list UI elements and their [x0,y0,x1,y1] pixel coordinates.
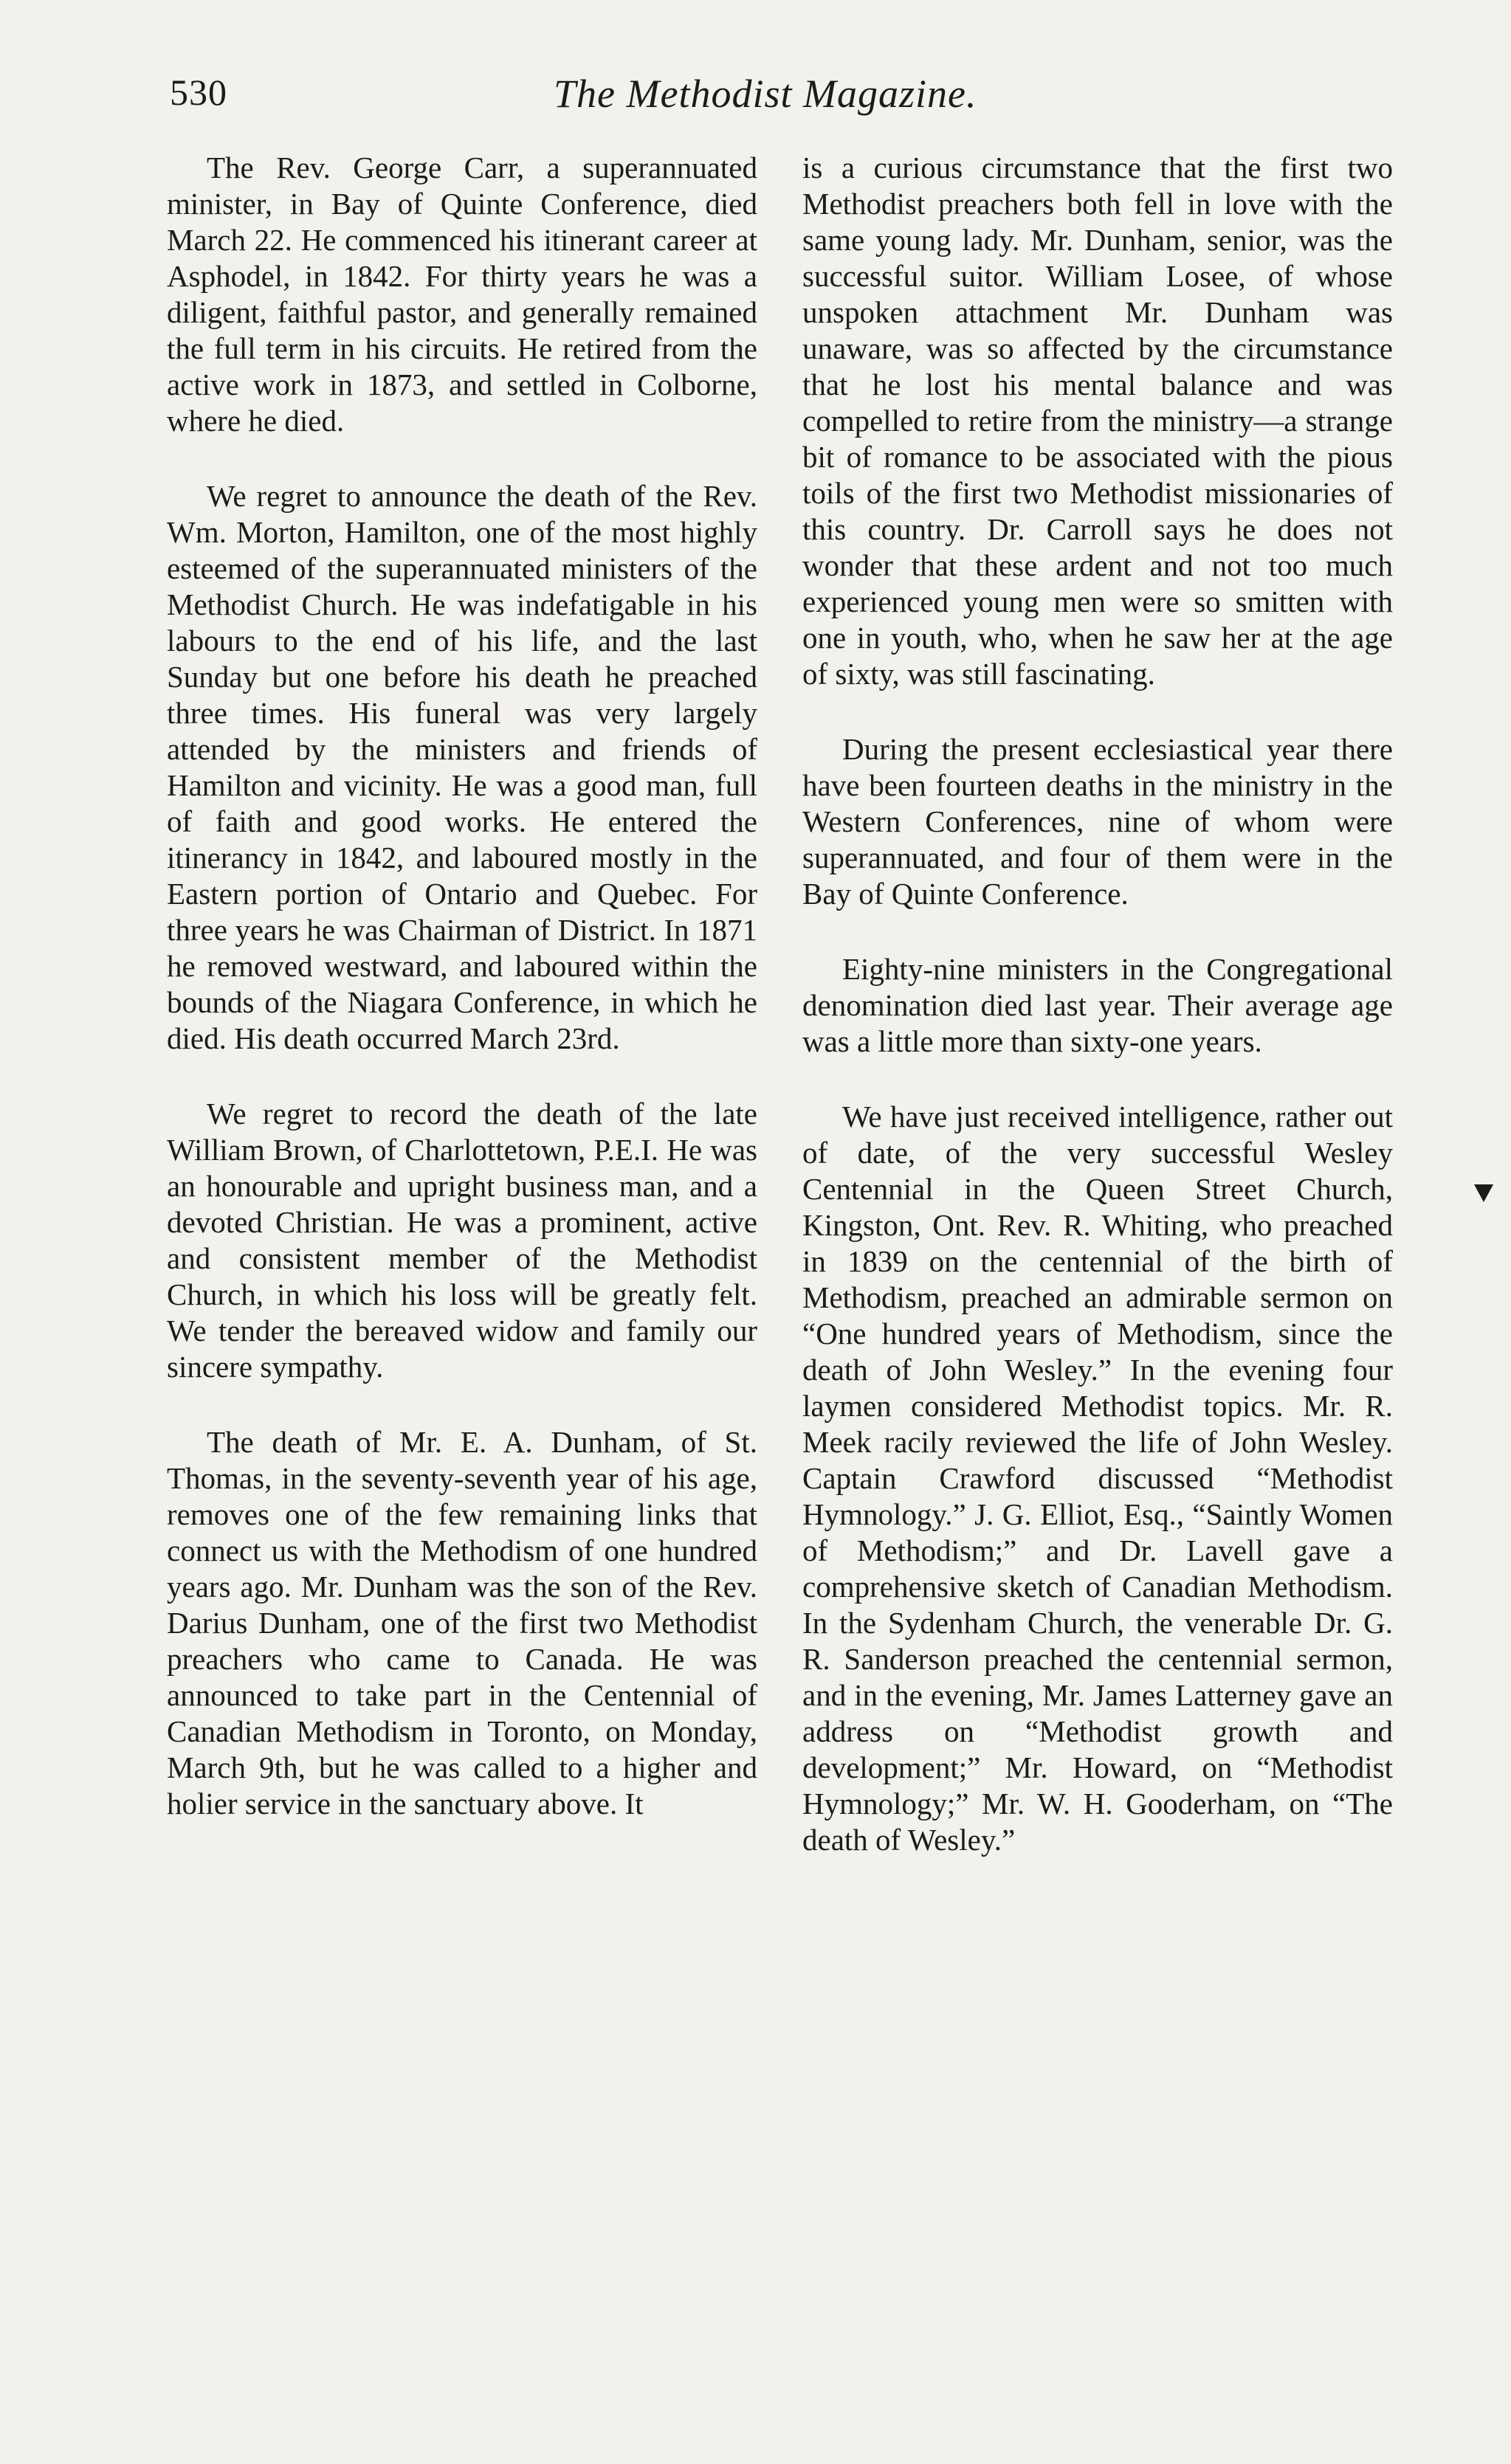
margin-triangle-mark [1474,1184,1493,1202]
page-header [170,71,1380,130]
paragraph-ecclesiastical-year: During the present ecclesiastical year there have been fourteen deaths in the ministry in the Western Conferences, nine of whom were superannuated, and four of them were in the Bay of Quinte Conference. [802,732,1393,911]
paragraph-william-brown: We regret to record the death of the late William Brown, of Charlottetown, P.E.I. He was an honourable and upright business man, and a devoted Christian. He was a prominent, active and consistent member of the Methodist Church, in which his loss will be greatly felt. We tender the bereaved widow and family our sincere sympathy. [167,1097,757,1384]
right-column [802,150,1393,1858]
paragraph-george-carr: The Rev. George Carr, a superannuated minister, in Bay of Quinte Conference, died March 22. He commenced his itinerant career at Asphodel, in 1842. For thirty years he was a diligent, faithful pastor, and generally remained the full term in his circuits. He retired from the active work in 1873, and settled in Colborne, where he died. [167,151,757,438]
page-number: 530 [170,72,227,113]
paragraph-ea-dunham: The death of Mr. E. A. Dunham, of St. Thomas, in the seventy-seventh year of his age, removes one of the few remaining links that connect us with the Methodism of one hundred years ago. Mr. Dunham was the son of the Rev. Darius Dunham, one of the first two Methodist preachers who came to Canada. He was announced to take part in the Centennial of Canadian Methodism in Toronto, on Monday, March 9th, but he was called to a higher and holier service in the sanctuary above. It [167,1425,757,1821]
paragraph-dunham-continued: is a curious circumstance that the first two Methodist preachers both fell in love with the same young lady. Mr. Dunham, senior, was the successful suitor. William Losee, of whose unspoken attachment Mr. Dunham was unaware, was so affected by the circumstance that he lost his mental balance and was compelled to retire from the ministry—a strange bit of romance to be associated with the pious toils of the first two Methodist missionaries of this country. Dr. Carroll says he does not wonder that these ardent and not too much experienced young men were so smitten with one in youth, who, when he saw her at the age of sixty, was still fascinating. [802,151,1393,691]
running-title: The Methodist Magazine. [554,72,977,116]
left-column [167,150,757,1822]
paragraph-wm-morton: We regret to announce the death of the Rev. Wm. Morton, Hamilton, one of the most highly esteemed of the superannuated ministers of the Methodist Church. He was indefatigable in his labours to the end of his life, and the last Sunday but one before his death he preached three times. His funeral was very largely attended by the ministers and friends of Hamilton and vicinity. He was a good man, full of faith and good works. He entered the itinerancy in 1842, and laboured mostly in the Eastern portion of Ontario and Quebec. For three years he was Chairman of District. In 1871 he removed westward, and laboured within the bounds of the Niagara Conference, in which he died. His death occurred March 23rd. [167,479,757,1055]
paragraph-congregational-ministers: Eighty-nine ministers in the Congregational denomination died last year. Their average age was a little more than sixty-one years. [802,952,1393,1058]
paragraph-wesley-centennial: We have just received intelligence, rather out of date, of the very successful Wesley Centennial in the Queen Street Church, Kingston, Ont. Rev. R. Whiting, who preached in 1839 on the centennial of the birth of Methodism, preached an admirable sermon on “One hundred years of Methodism, since the death of John Wesley.” In the evening four laymen considered Methodist topics. Mr. R. Meek racily reviewed the life of John Wesley. Captain Crawford discussed “Methodist Hymnology.” J. G. Elliot, Esq., “Saintly Women of Methodism;” and Dr. Lavell gave a comprehensive sketch of Canadian Methodism. In the Sydenham Church, the venerable Dr. G. R. Sanderson preached the centennial sermon, and in the evening, Mr. James Latterney gave an address on “Methodist growth and development;” Mr. Howard, on “Methodist Hymnology;” Mr. W. H. Gooderham, on “The death of Wesley.” [802,1100,1393,1857]
